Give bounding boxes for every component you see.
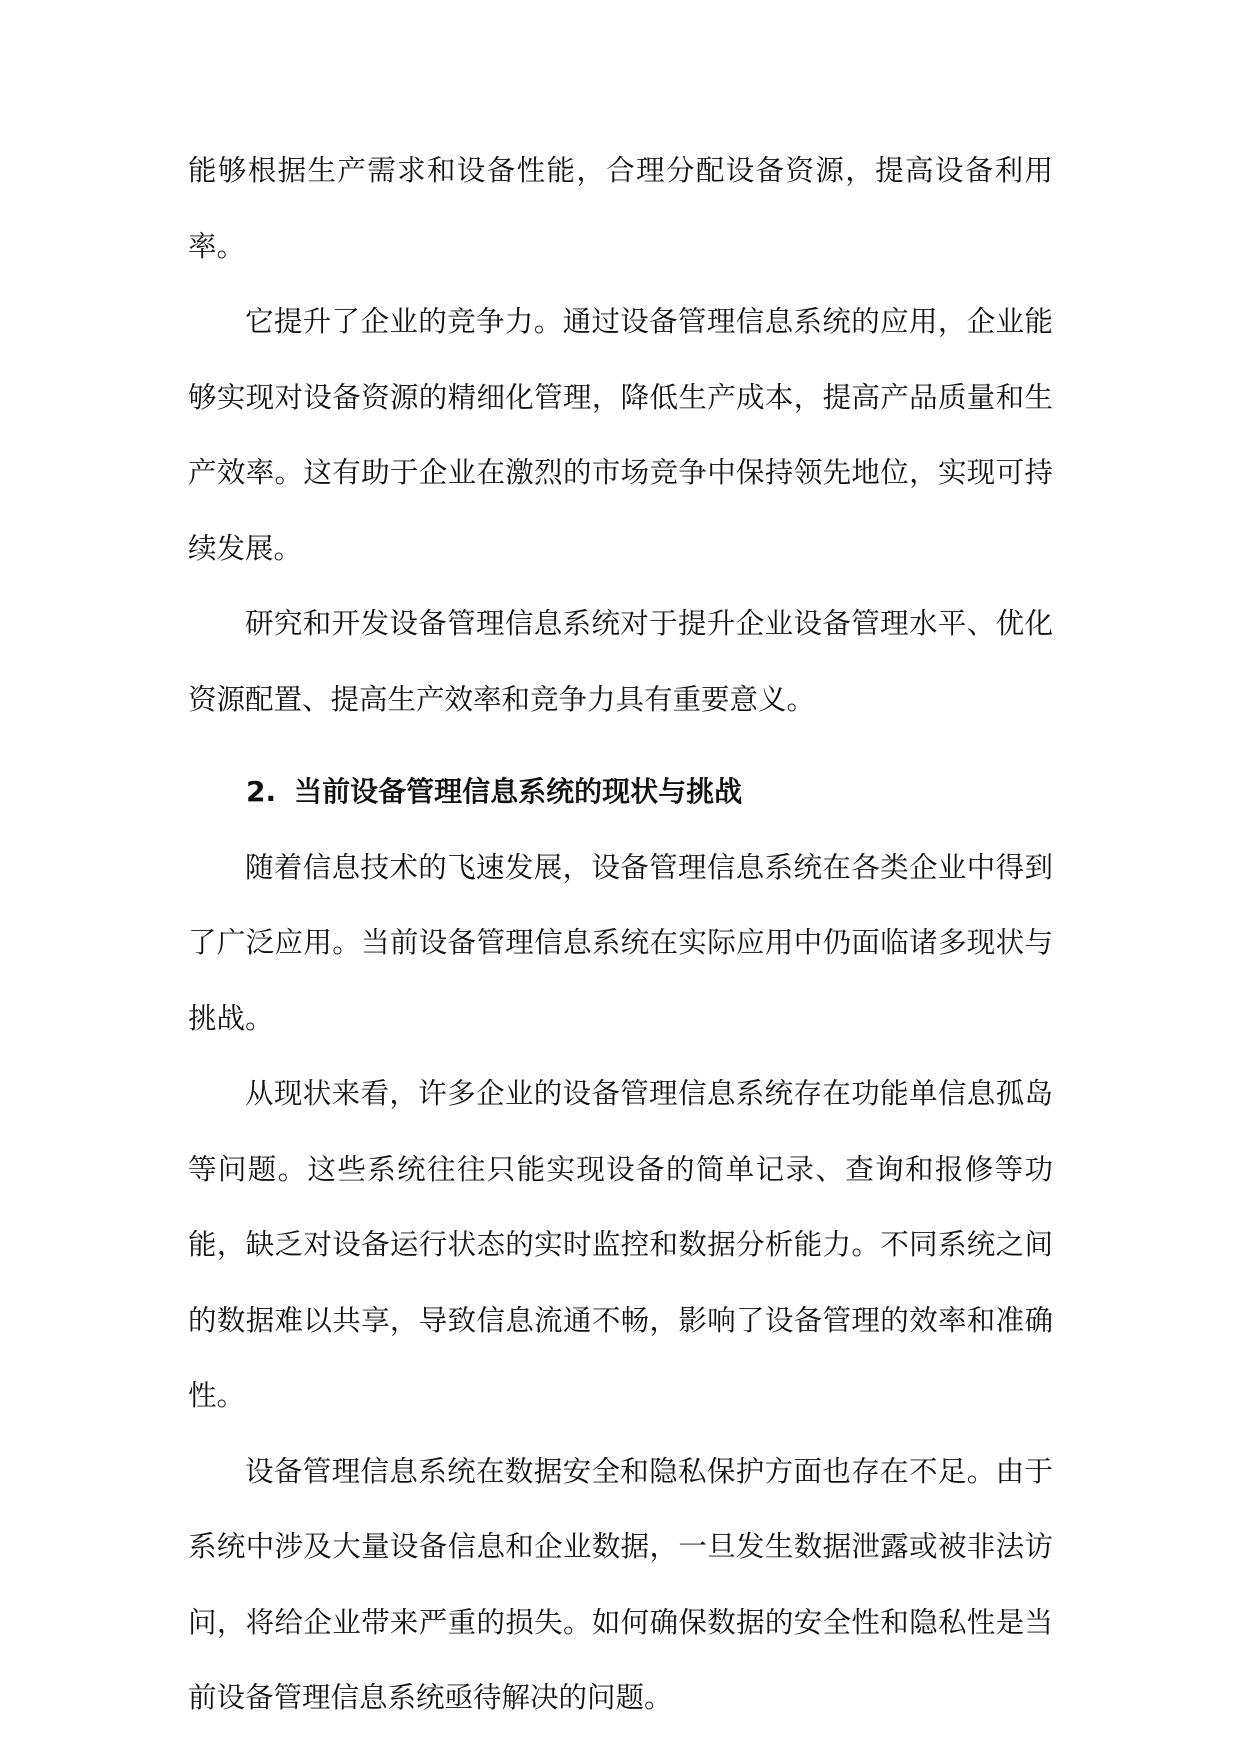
paragraph-security: 设备管理信息系统在数据安全和隐私保护方面也存在不足。由于系统中涉及大量设备信息和企业数据，一旦发生数据泄露或被非法访问，将给企业带来严重的损失。如何确保数据的安全性和隐私性是当前设备管理信息系统亟待解决的问题。	[188, 1454, 1053, 1714]
section-number: 2.	[246, 775, 277, 808]
section-title: 当前设备管理信息系统的现状与挑战	[294, 775, 743, 808]
paragraph-current-status: 从现状来看，许多企业的设备管理信息系统存在功能单信息孤岛等问题。这些系统往往只能实现设备的简单记录、查询和报修等功能，缺乏对设备运行状态的实时监控和数据分析能力。不同系统之间的数据难以共享，导致信息流通不畅，影响了设备管理的效率和准确性。	[188, 1077, 1053, 1412]
body-text	[188, 133, 1053, 1736]
paragraph-continuation: 能够根据生产需求和设备性能，合理分配设备资源，提高设备利用率。	[188, 154, 1053, 263]
paragraph-significance: 研究和开发设备管理信息系统对于提升企业设备管理水平、优化资源配置、提高生产效率和竞争力具有重要意义。	[188, 607, 1053, 716]
paragraph-intro: 随着信息技术的飞速发展，设备管理信息系统在各类企业中得到了广泛应用。当前设备管理信息系统在实际应用中仍面临诸多现状与挑战。	[188, 850, 1053, 1035]
paragraph-competitiveness: 它提升了企业的竞争力。通过设备管理信息系统的应用，企业能够实现对设备资源的精细化管理，降低生产成本，提高产品质量和生产效率。这有助于企业在激烈的市场竞争中保持领先地位，实现可持续发展。	[188, 305, 1053, 565]
section-heading	[188, 754, 1053, 830]
